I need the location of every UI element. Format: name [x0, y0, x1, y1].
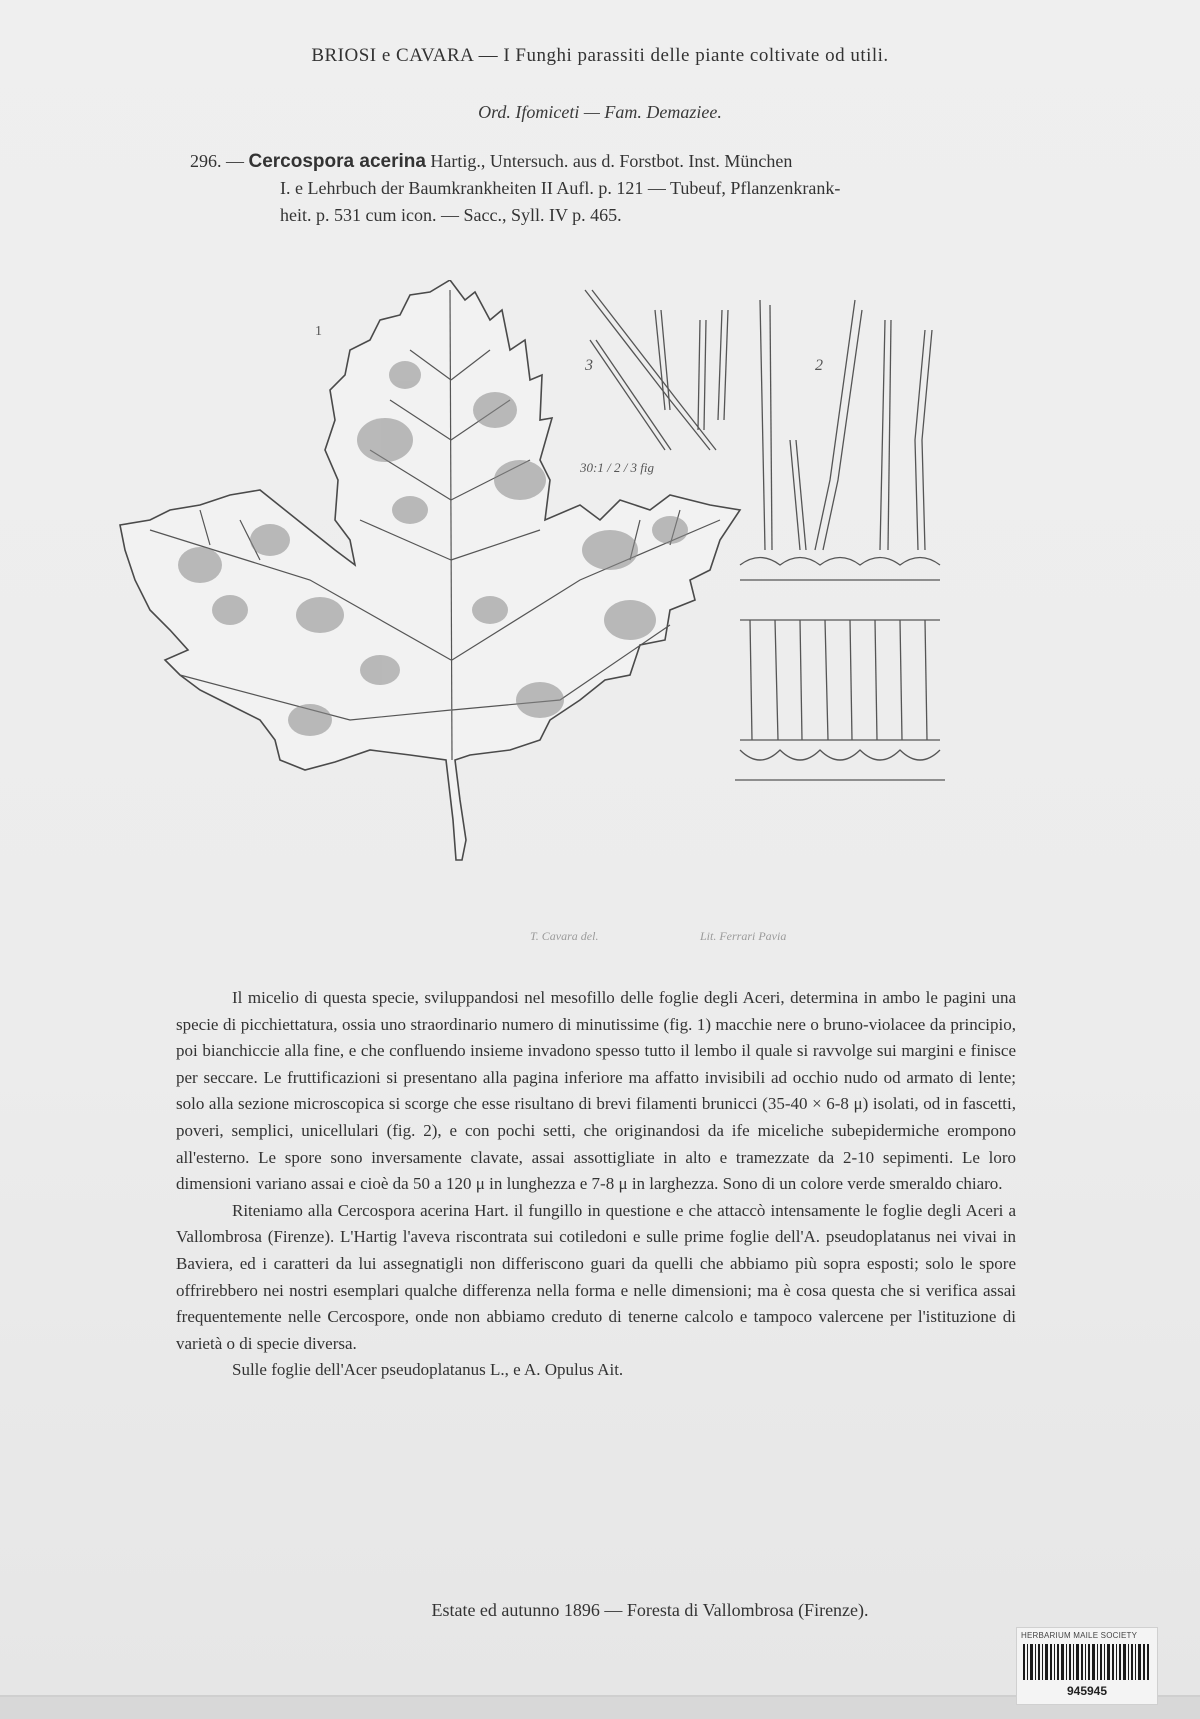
- botanical-illustration: [110, 280, 1040, 960]
- barcode-institution: HERBARIUM MAILE SOCIETY: [1021, 1631, 1138, 1640]
- figure-label-3: 3: [585, 357, 593, 374]
- description-paragraph-2: Riteniamo alla Cercospora acerina Hart. il fungillo in questione e che attaccò intensamente le foglie degli Aceri a Vallombrosa (Firenze). L'Hartig l'aveva riscontrata sui cotiledoni e sulle prime foglie dell'A. pseudoplatanus nei vivai in Baviera, ed i caratteri da lui assegnatigli non differiscono guari da quelli che abbiamo più sopra esposti; solo le spore offrirebbero nei nostri esemplari qualche differenza nella forma e nelle dimensioni; ma è cosa questa che si verifica assai frequentemente nelle Cercospore, onde non abbiamo creduto di tenerne calcolo e tampoco valercene per l'istituzione di varietà o di specie diversa.: [176, 1200, 1016, 1353]
- barcode-icon: [1023, 1644, 1151, 1680]
- collection-text: Estate ed autunno 1896 — Foresta di Vallombrosa (Firenze).: [431, 1600, 869, 1620]
- barcode-number: 945945: [1066, 1684, 1108, 1698]
- description-text: [176, 985, 1016, 1384]
- page-header: [150, 45, 1050, 67]
- collection-info: [300, 1600, 1000, 1621]
- order-family-line: [150, 102, 1050, 123]
- artist-signature-right: Lit. Ferrari Pavia: [700, 929, 787, 943]
- species-number: 296. —: [190, 151, 244, 171]
- artist-signature-left: T. Cavara del.: [530, 929, 599, 943]
- species-heading: [190, 148, 1030, 229]
- species-refs-line2: I. e Lehrbuch der Baumkrankheiten II Aufl. p. 121 — Tubeuf, Pflanzenkrank-: [280, 178, 841, 198]
- description-paragraph-3: Sulle foglie dell'Acer pseudoplatanus L., e A. Opulus Ait.: [232, 1360, 624, 1380]
- barcode-label: [1016, 1627, 1158, 1705]
- species-refs-line1: Hartig., Untersuch. aus d. Forstbot. Inst. München: [425, 151, 793, 171]
- species-refs-line3: heit. p. 531 cum icon. — Sacc., Syll. IV p. 465.: [280, 205, 622, 225]
- spores-drawing: [585, 290, 728, 450]
- species-name: Cercospora acerina: [248, 151, 426, 172]
- leaf-section-drawing: [735, 300, 945, 780]
- figure-label-2: 2: [815, 357, 823, 374]
- header-authors: BRIOSI e CAVARA — I Funghi parassiti delle piante coltivate od utili.: [311, 45, 889, 66]
- description-paragraph-1: Il micelio di questa specie, sviluppandosi nel mesofillo delle foglie degli Aceri, determina in ambo le pagini una specie di picchiettatura, ossia uno straordinario numero di minutissime (fig. 1) macchie nere o bruno-violacee da principio, poi bianchiccie alla fine, e che confluendo insieme invadono spesso tutto il lembo il quale si ravvolge sui margini e finisce per seccare. Le fruttificazioni si presentano alla pagina inferiore ma affatto invisibili ad occhio nudo od armato di lente; solo alla sezione microscopica si scorge che esse risultano di brevi filamenti brunicci (35-40 × 6-8 μ) isolati, od in fascetti, poveri, semplici, unicellulari (fig. 2), e con pochi setti, che originandosi da ife miceliche subepidermiche erompono all'esterno. Le spore sono inversamente clavate, assai assottigliate in alto e tramezzate da 2-10 sepimenti. Le loro dimensioni variano assai e cioè da 50 a 120 μ in lunghezza e 7-8 μ in larghezza. Sono di un colore verde smeraldo chiaro.: [176, 988, 1016, 1194]
- figure-label-1: 1: [315, 324, 322, 339]
- order-family-text: Ord. Ifomiceti — Fam. Demaziee.: [478, 102, 722, 122]
- illustration-svg: [110, 280, 1040, 960]
- magnification-note: 30:1 / 2 / 3 fig: [580, 460, 655, 475]
